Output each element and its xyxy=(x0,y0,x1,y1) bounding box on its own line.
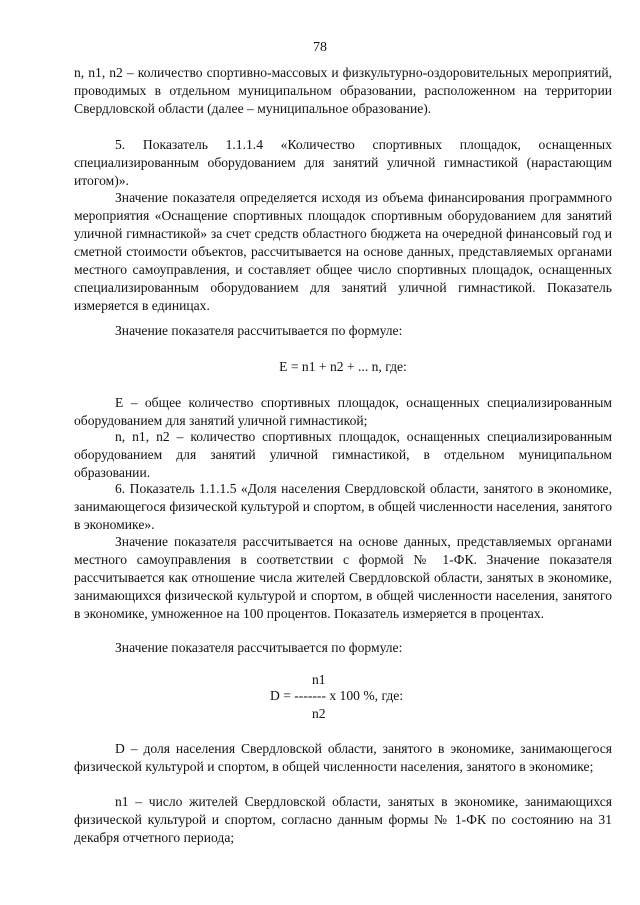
paragraph-indicator-1-1-1-4: 5. Показатель 1.1.1.4 «Количество спортивных площадок, оснащенных специализированным оборудованием для занятий уличной гимнастикой (нарастающим итогом)». xyxy=(74,137,612,188)
paragraph-formula-intro-1: Значение показателя рассчитывается по формуле: xyxy=(115,323,403,338)
paragraph-e-definition: E – общее количество спортивных площадок, оснащенных специализированным оборудованием для занятий уличной гимнастикой; xyxy=(74,395,612,428)
paragraph-indicator-1-1-1-5: 6. Показатель 1.1.1.5 «Доля населения Свердловской области, занятого в экономике, занимающегося физической культурой и спортом, в общей численности населения, занятого в экономике». xyxy=(74,481,612,532)
paragraph-n-definition-grounds: n, n1, n2 – количество спортивных площадок, оснащенных специализированным оборудованием для занятий уличной гимнастикой, в отдельном муниципальном образовании. xyxy=(74,429,612,480)
paragraph-n-definition-events: n, n1, n2 – количество спортивно-массовых и физкультурно-оздоровительных мероприятий, проводимых в отдельном муниципальном образовании, расположенном на территории Свердловской области (далее – муниципальное образование). xyxy=(74,65,612,116)
paragraph-n1-definition: n1 – число жителей Свердловской области, занятых в экономике, занимающихся физической культурой и спортом, согласно данным формы № 1-ФК по состоянию на 31 декабря отчетного периода; xyxy=(74,794,612,845)
paragraph-formula-intro-2: Значение показателя рассчитывается по формуле: xyxy=(115,640,403,655)
paragraph-indicator-1-1-1-4-method: Значение показателя определяется исходя из объема финансирования программного мероприятия «Оснащение спортивных площадок спортивным оборудованием для занятий уличной гимнастикой» за счет средств областного бюджета на очередной финансовый год и сметной стоимости объектов, рассчитывается на основе данных, представляемых органами местного самоуправления, и составляет общее число спортивных площадок, оснащенных специализированным оборудованием для занятий уличной гимнастикой. Показатель измеряется в единицах. xyxy=(74,190,612,313)
paragraph-d-definition: D – доля населения Свердловской области, занятого в экономике, занимающегося физической культурой и спортом, в общей численности населения, занятого в экономике; xyxy=(74,741,612,774)
formula-d: D = ------- x 100 %, где: xyxy=(270,688,404,703)
formula-e: E = n1 + n2 + ... n, где: xyxy=(279,359,407,374)
formula-d-numerator: n1 xyxy=(312,672,326,687)
paragraph-indicator-1-1-1-5-method: Значение показателя рассчитывается на основе данных, представляемых органами местного самоуправления в соответствии с формой № 1-ФК. Значение показателя рассчитывается как отношение числа жителей Свердловской области, занятых в экономике, занимающихся физической культурой и спортом, в общей численности населения, занятого в экономике, умноженное на 100 процентов. Показатель измеряется в процентах. xyxy=(74,534,612,621)
page-number: 78 xyxy=(313,40,327,55)
formula-d-denominator: n2 xyxy=(312,706,326,721)
